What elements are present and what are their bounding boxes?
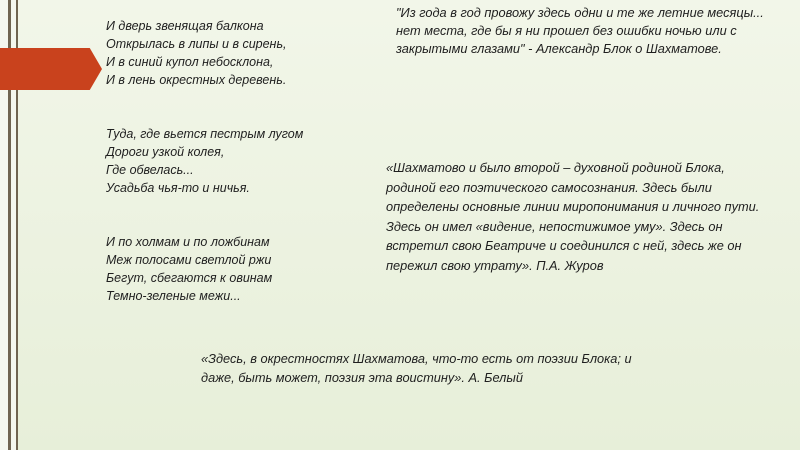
quote-bely: «Здесь, в окрестностях Шахматова, что-то есть от поэзии Блока; и даже, быть может, поэзия эта воистину». А. Белый	[201, 351, 632, 385]
poem-stanza-1: И дверь звенящая балкона Открылась в липы и в сирень, И в синий купол небосклона, И в лень окрестных деревень.	[106, 19, 287, 87]
poem-stanza-2: Туда, где вьется пестрым лугом Дороги узкой колея, Где обвелась... Усадьба чья-то и ничья.	[106, 127, 304, 195]
quote-blok: "Из года в год провожу здесь одни и те же летние месяцы... нет места, где бы я ни прошел без ошибки ночью или с закрытыми глазами" - Александр Блок о Шахматове.	[396, 5, 764, 56]
poem-stanza-3: И по холмам и по ложбинам Меж полосами светлой ржи Бегут, сбегаются к овинам Темно-зеленые межи...	[106, 235, 273, 303]
accent-arrow-bar	[0, 48, 102, 90]
poem	[106, 0, 376, 341]
quote-zhurov: «Шахматово и было второй – духовной родиной Блока, родиной его поэтического самосознания. Здесь были определены основные линии миропонимания и личного пути. Здесь он имел «видение, непостижимое уму». Здесь он встретил свою Беатриче и соединился с ней, здесь же он пережил свою утрату». П.А. Журов	[386, 160, 760, 273]
